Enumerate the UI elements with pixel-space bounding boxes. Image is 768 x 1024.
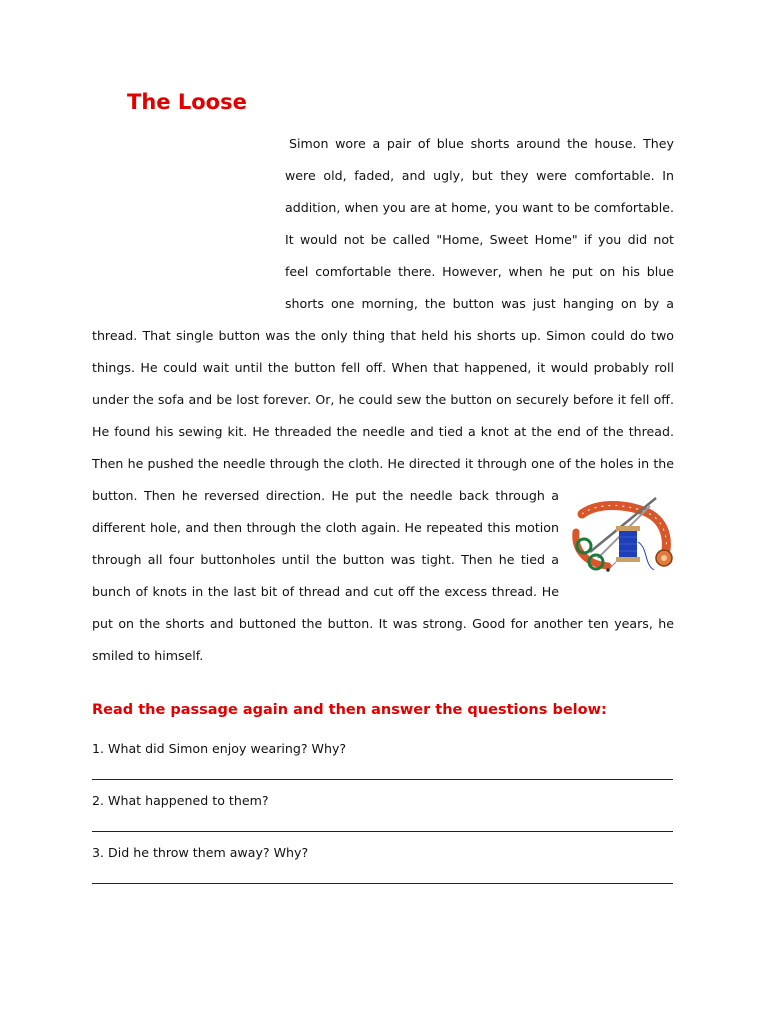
passage-line: shorts one morning, the button was just hanging on by a xyxy=(285,296,674,311)
passage-line: things. He could wait until the button fell off. When that happened, it would probably roll xyxy=(92,360,674,375)
passage-line: put on the shorts and buttoned the button. It was strong. Good for another ten years, he xyxy=(92,616,674,631)
question-3: 3. Did he throw them away? Why? xyxy=(92,845,309,860)
question-1: 1. What did Simon enjoy wearing? Why? xyxy=(92,741,347,756)
passage-line: It would not be called "Home, Sweet Home" if you did not xyxy=(285,232,674,247)
sewing-kit-illustration xyxy=(568,492,674,578)
passage-line: feel comfortable there. However, when he put on his blue xyxy=(285,264,674,279)
passage-line: bunch of knots in the last bit of thread and cut off the excess thread. He xyxy=(92,584,559,599)
answer-line-1[interactable] xyxy=(92,779,673,780)
passage-line: different hole, and then through the cloth again. He repeated this motion xyxy=(92,520,559,535)
worksheet-title: The Loose xyxy=(127,90,247,114)
answer-line-3[interactable] xyxy=(92,883,673,884)
passage-line: Then he pushed the needle through the cloth. He directed it through one of the holes in the xyxy=(92,456,674,471)
passage-line: addition, when you are at home, you want to be comfortable. xyxy=(285,200,674,215)
passage-line: He found his sewing kit. He threaded the needle and tied a knot at the end of the thread. xyxy=(92,424,674,439)
passage-line: Simon wore a pair of blue shorts around the house. They xyxy=(289,136,674,151)
passage-line: through all four buttonholes until the button was tight. Then he tied a xyxy=(92,552,559,567)
passage-line: thread. That single button was the only thing that held his shorts up. Simon could do two xyxy=(92,328,674,343)
instructions-heading: Read the passage again and then answer the questions below: xyxy=(92,702,607,718)
passage-line: under the sofa and be lost forever. Or, he could sew the button on securely before it fell off. xyxy=(92,392,674,407)
passage-line: were old, faded, and ugly, but they were comfortable. In xyxy=(285,168,674,183)
passage-line: button. Then he reversed direction. He put the needle back through a xyxy=(92,488,559,503)
passage-line: smiled to himself. xyxy=(92,648,204,663)
question-2: 2. What happened to them? xyxy=(92,793,269,808)
answer-line-2[interactable] xyxy=(92,831,673,832)
